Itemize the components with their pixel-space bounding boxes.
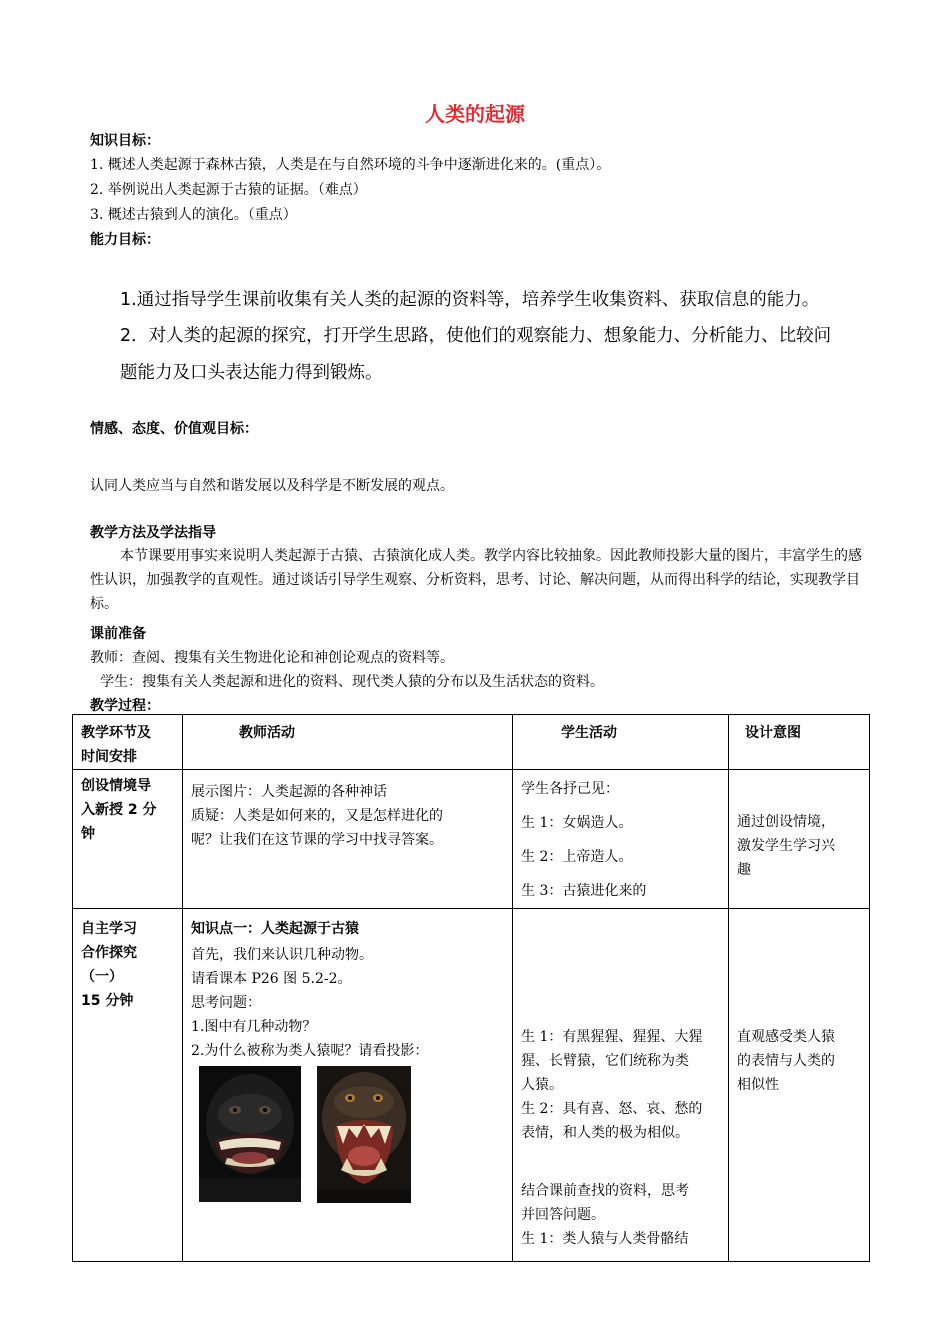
- table-row: [73, 909, 870, 1262]
- ability-item: 题能力及口头表达能力得到锻炼。: [120, 363, 383, 383]
- knowledge-heading: 知识目标：: [90, 133, 160, 149]
- prep-teacher: 教师：查阅、搜集有关生物进化论和神创论观点的资料等。: [90, 650, 454, 666]
- chimpanzee-photo: [199, 1066, 301, 1202]
- row1-stage: 创设情境导 入新授 2 分 钟: [73, 770, 183, 909]
- method-text: 本节课要用事实来说明人类起源于古猿、古猿演化成人类。教学内容比较抽象。因此教师投影大量的图片，丰富学生的感性认识，加强教学的直观性。通过谈话引导学生观察、分析资料，思考、讨论、解决问题，从而得出科学的结论，实现教学目标。: [90, 548, 862, 612]
- knowledge-item: 3. 概述古猿到人的演化。（重点）: [90, 207, 297, 223]
- row2-teacher: 知识点一：人类起源于古猿 首先，我们来认识几种动物。 请看课本 P26 图 5.2-2。 思考问题： 1.图中有几种动物？ 2.为什么被称为类人猿呢？请看投影：: [183, 909, 513, 1262]
- row2-intent: 直观感受类人猿 的表情与人类的 相似性: [729, 909, 870, 1262]
- method-heading: 教学方法及学法指导: [90, 525, 216, 541]
- ape-roaring-photo: [317, 1066, 411, 1203]
- ability-item: 1.通过指导学生课前收集有关人类的起源的资料等，培养学生收集资料、获取信息的能力。: [120, 290, 820, 310]
- header-student: 学生活动: [513, 715, 729, 770]
- row1-student: 学生各抒己见： 生 1：女娲造人。 生 2：上帝造人。 生 3：古猿进化来的: [513, 770, 729, 909]
- prep-heading: 课前准备: [90, 626, 146, 642]
- header-teacher: 教师活动: [183, 715, 513, 770]
- row1-teacher: 展示图片：人类起源的各种神话 质疑：人类是如何来的，又是怎样进化的 呢？让我们在这节课的学习中找寻答案。: [183, 770, 513, 909]
- row2-student: 生 1：有黑猩猩、猩猩、大猩 猩、长臂猿，它们统称为类 人猿。 生 2：具有喜、怒、哀、愁的 表情，和人类的极为相似。 结合课前查找的资料，思考 并回答问题。 生 1：类人猿与人类骨骼结: [513, 909, 729, 1262]
- header-stage: 教学环节及 时间安排: [73, 715, 183, 770]
- row2-stage: 自主学习 合作探究 （一） 15 分钟: [73, 909, 183, 1262]
- knowledge-item: 1. 概述人类起源于森林古猿，人类是在与自然环境的斗争中逐渐进化来的。(重点）。: [90, 157, 611, 173]
- header-intent: 设计意图: [729, 715, 870, 770]
- page-title: 人类的起源: [425, 102, 525, 126]
- row1-intent: 通过创设情境， 激发学生学习兴 趣: [729, 770, 870, 909]
- knowledge-item: 2. 举例说出人类起源于古猿的证据。（难点）: [90, 182, 367, 198]
- table-row: [73, 770, 870, 909]
- ability-item: 2．对人类的起源的探究，打开学生思路，使他们的观察能力、想象能力、分析能力、比较问: [120, 326, 832, 346]
- emotion-heading: 情感、态度、价值观目标：: [90, 421, 258, 437]
- ability-heading: 能力目标：: [90, 232, 160, 248]
- emotion-text: 认同人类应当与自然和谐发展以及科学是不断发展的观点。: [90, 478, 454, 494]
- lesson-table: [72, 714, 870, 1262]
- table-header-row: [73, 715, 870, 770]
- process-heading: 教学过程：: [90, 698, 160, 714]
- prep-student: 学生：搜集有关人类起源和进化的资料、现代类人猿的分布以及生活状态的资料。: [100, 674, 604, 690]
